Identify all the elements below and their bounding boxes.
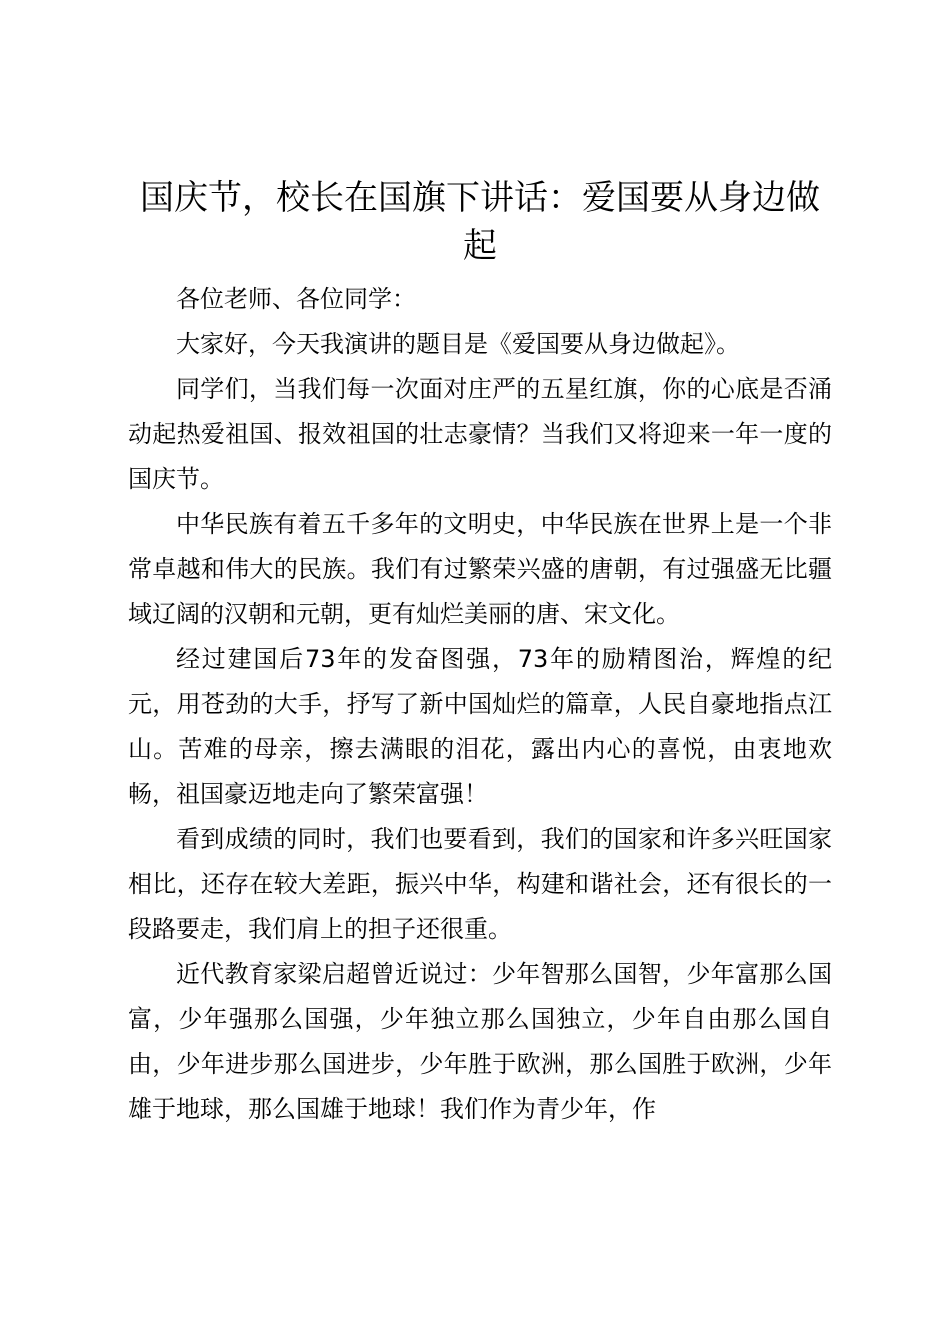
document-title: 国庆节，校长在国旗下讲话：爱国要从身边做起 xyxy=(140,178,820,266)
paragraph: 中华民族有着五千多年的文明史，中华民族在世界上是一个非常卓越和伟大的民族。我们有过繁荣兴盛的唐朝，有过强盛无比疆域辽阔的汉朝和元朝，更有灿烂美丽的唐、宋文化。 xyxy=(128,510,832,628)
document-body xyxy=(128,277,832,1132)
paragraph-greeting: 大家好，今天我演讲的题目是《爱国要从身边做起》。 xyxy=(176,330,740,358)
paragraph: 经过建国后73年的发奋图强，73年的励精图治，辉煌的纪元，用苍劲的大手，抒写了新中国灿烂的篇章，人民自豪地指点江山。苦难的母亲，擦去满眼的泪花，露出内心的喜悦，由衷地欢畅，祖国豪迈地走向了繁荣富强！ xyxy=(128,645,832,808)
paragraph: 近代教育家梁启超曾近说过：少年智那么国智，少年富那么国富，少年强那么国强，少年独立那么国独立，少年自由那么国自由，少年进步那么国进步，少年胜于欧洲，那么国胜于欧洲，少年雄于地球，那么国雄于地球！我们作为青少年，作 xyxy=(128,960,832,1123)
paragraph: 同学们，当我们每一次面对庄严的五星红旗，你的心底是否涌动起热爱祖国、报效祖国的壮志豪情？当我们又将迎来一年一度的国庆节。 xyxy=(128,375,832,493)
paragraph: 看到成绩的同时，我们也要看到，我们的国家和许多兴旺国家相比，还存在较大差距，振兴中华，构建和谐社会，还有很长的一段路要走，我们肩上的担子还很重。 xyxy=(128,825,832,943)
paragraph-salutation: 各位老师、各位同学： xyxy=(176,285,416,313)
